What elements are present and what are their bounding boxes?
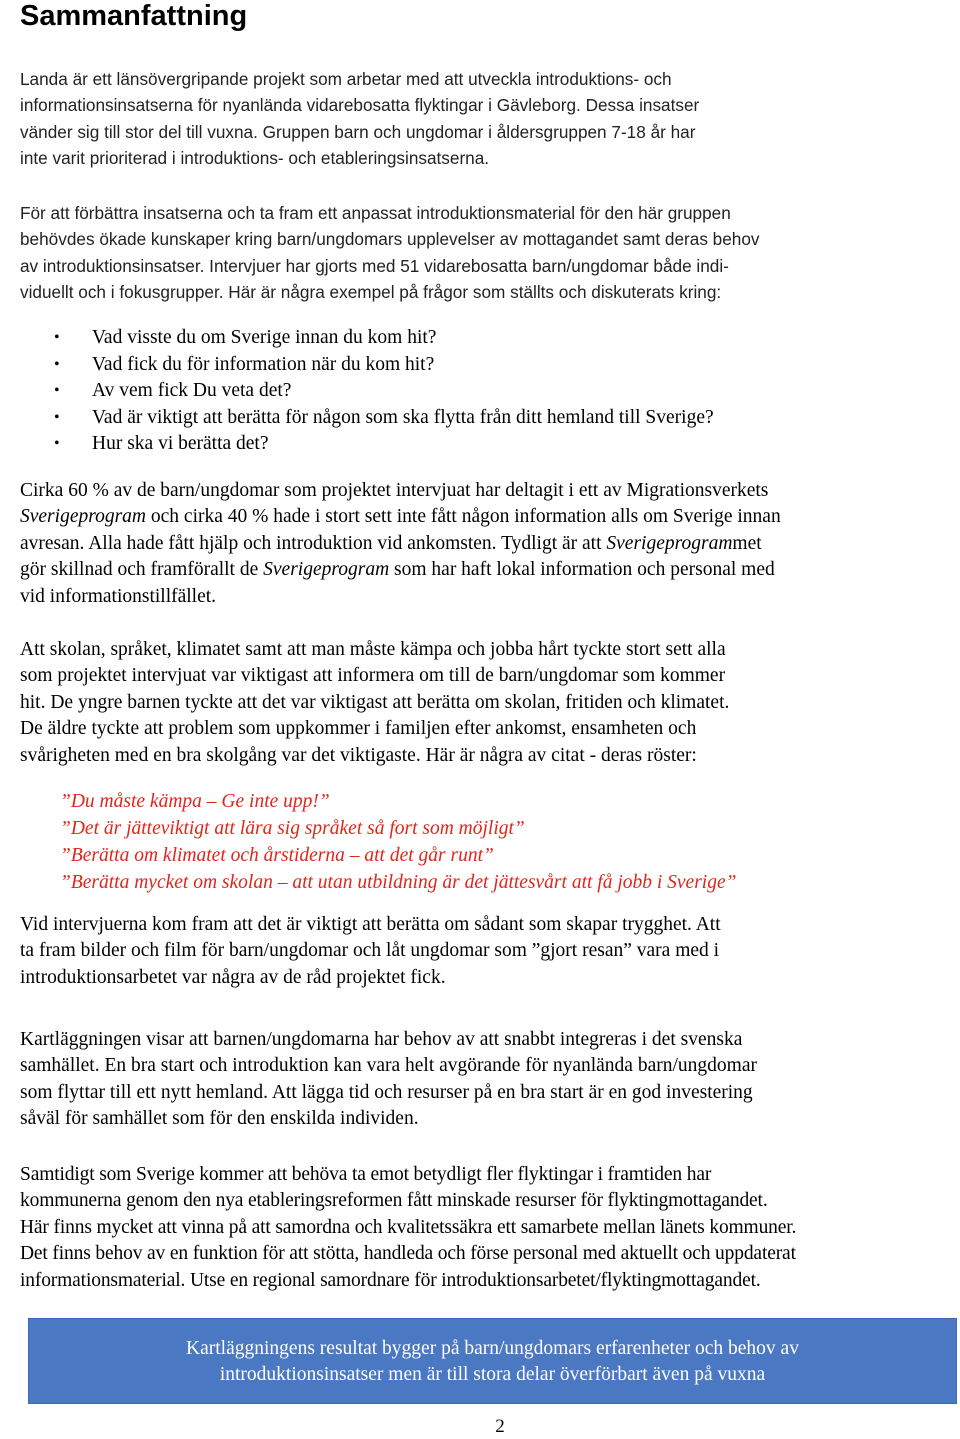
text-line: Cirka 60 % av de barn/ungdomar som projektet intervjuat har deltagit i ett av Migrationsverkets bbox=[20, 480, 769, 501]
list-item bbox=[20, 405, 714, 432]
summary-callout-box bbox=[28, 1318, 957, 1404]
question-text: Vad fick du för information när du kom hit? bbox=[92, 353, 435, 375]
quote: ”Berätta mycket om skolan – att utan utbildning är det jättesvårt att få jobb i Sverige” bbox=[60, 872, 737, 893]
future-paragraph bbox=[20, 1162, 796, 1294]
text-line bbox=[20, 557, 781, 583]
text-line: vänder sig till stor del till vuxna. Gruppen barn och ungdomar i åldersgruppen 7-18 år har bbox=[20, 121, 696, 142]
text-line: samhället. En bra start och introduktion kan vara helt avgörande för nyanlända barn/ungdomar bbox=[20, 1055, 757, 1077]
bullet-icon: • bbox=[54, 329, 60, 346]
text-line bbox=[20, 504, 781, 530]
bullet-icon: • bbox=[54, 435, 60, 452]
text-line: informationsmaterial. Utse en regional samordnare för introduktionsarbetet/flyktingmottagandet. bbox=[20, 1269, 761, 1291]
text-line: såväl för samhället som för den enskilda individen. bbox=[20, 1108, 419, 1130]
text-line: viduellt och i fokusgrupper. Här är några exempel på frågor som ställts och diskuterats kring: bbox=[20, 281, 722, 302]
text-line bbox=[20, 531, 781, 557]
text-fragment: met bbox=[732, 532, 762, 554]
text-line: behövdes ökade kunskaper kring barn/ungdomars upplevelser av mottagandet samt deras behov bbox=[20, 229, 760, 250]
list-item bbox=[20, 325, 714, 352]
emphasis-text: Sverigeprogram bbox=[606, 532, 733, 554]
text-line: vid informationstillfället. bbox=[20, 585, 217, 607]
callout-line: introduktionsinsatser men är till stora delar överförbart även på vuxna bbox=[219, 1364, 766, 1385]
question-text: Hur ska vi berätta det? bbox=[92, 433, 269, 454]
list-item bbox=[20, 378, 714, 405]
bullet-icon: • bbox=[54, 408, 60, 426]
text-line: som flyttar till ett nytt hemland. Att lägga tid och resurser på en bra start är en god investering bbox=[20, 1081, 753, 1103]
text-line: Vid intervjuerna kom fram att det är viktigt att berätta om sådant som skapar trygghet. Att bbox=[20, 914, 721, 935]
text-fragment: avresan. Alla hade fått hjälp och introduktion vid ankomsten. Tydligt är att bbox=[20, 532, 607, 554]
bullet-icon: • bbox=[54, 382, 60, 399]
emphasis-text: Sverigeprogram bbox=[20, 506, 147, 528]
text-line: För att förbättra insatserna och ta fram ett anpassat introduktionsmaterial för den här gruppen bbox=[20, 203, 731, 223]
text-line: De äldre tyckte att problem som uppkommer i familjen efter ankomst, ensamheten och bbox=[20, 718, 697, 740]
text-line: inte varit prioriterad i introduktions- och etableringsinsatserna. bbox=[20, 147, 490, 168]
text-line: introduktionsarbetet var några av de råd projektet fick. bbox=[20, 966, 446, 988]
text-line: Kartläggningen visar att barnen/ungdomarna har behov av att snabbt integreras i det svenska bbox=[20, 1029, 743, 1050]
text-line: Landa är ett länsövergripande projekt som arbetar med att utveckla introduktions- och bbox=[20, 69, 672, 89]
text-line: som projektet intervjuat var viktigast att informera om till de barn/ungdomar som kommer bbox=[20, 665, 726, 687]
list-item bbox=[20, 352, 714, 379]
text-fragment: gör skillnad och framförallt de bbox=[20, 559, 264, 581]
intro-paragraph bbox=[20, 66, 699, 171]
text-line: av introduktionsinsatser. Intervjuer har gjorts med 51 vidarebosatta barn/ungdomar både indi- bbox=[20, 255, 729, 276]
quote-list bbox=[60, 788, 736, 896]
text-line: Att skolan, språket, klimatet samt att man måste kämpa och jobba hårt tyckte stort sett alla bbox=[20, 639, 726, 660]
advice-paragraph bbox=[20, 912, 721, 991]
results-paragraph bbox=[20, 478, 781, 610]
text-line: Här finns mycket att vinna på att samordna och kvalitetssäkra ett samarbete mellan länets kommuner. bbox=[20, 1216, 797, 1238]
question-text: Vad är viktigt att berätta för någon som ska flytta från ditt hemland till Sverige? bbox=[92, 406, 714, 428]
question-list bbox=[20, 325, 714, 458]
text-fragment: som har haft lokal information och personal med bbox=[389, 559, 775, 581]
quote: ”Berätta om klimatet och årstiderna – att det går runt” bbox=[60, 845, 494, 866]
quote: ”Du måste kämpa – Ge inte upp!” bbox=[60, 791, 330, 812]
topics-paragraph bbox=[20, 637, 729, 769]
question-text: Av vem fick Du veta det? bbox=[92, 380, 292, 401]
bullet-icon: • bbox=[54, 355, 60, 373]
text-fragment: och cirka 40 % hade i stort sett inte fått någon information alls om Sverige innan bbox=[146, 506, 781, 528]
text-line: Det finns behov av en funktion för att stötta, handleda och förse personal med aktuellt och uppdaterat bbox=[20, 1243, 796, 1265]
page-number: 2 bbox=[495, 1416, 505, 1437]
method-paragraph bbox=[20, 200, 760, 305]
list-item bbox=[20, 431, 714, 458]
page-title: Sammanfattning bbox=[20, 0, 248, 32]
text-line: informationsinsatserna för nyanlända vidarebosatta flyktingar i Gävleborg. Dessa insatser bbox=[20, 95, 700, 116]
text-line: kommunerna genom den nya etableringsreformen fått minskade resurser för flyktingmottagandet. bbox=[20, 1190, 768, 1212]
emphasis-text: Sverigeprogram bbox=[263, 559, 390, 581]
quote: ”Det är jätteviktigt att lära sig språket så fort som möjligt” bbox=[60, 818, 525, 839]
callout-line: Kartläggningens resultat bygger på barn/ungdomars erfarenheter och behov av bbox=[186, 1338, 799, 1359]
text-line: Samtidigt som Sverige kommer att behöva ta emot betydligt fler flyktingar i framtiden har bbox=[20, 1164, 712, 1185]
text-line: svårigheten med en bra skolgång var det viktigaste. Här är några av citat - deras röster: bbox=[20, 744, 697, 766]
text-line: ta fram bilder och film för barn/ungdomar och låt ungdomar som ”gjort resan” vara med i bbox=[20, 940, 720, 962]
text-line: hit. De yngre barnen tyckte att det var viktigast att berätta om skolan, fritiden och klimatet. bbox=[20, 691, 730, 713]
mapping-paragraph bbox=[20, 1027, 757, 1133]
question-text: Vad visste du om Sverige innan du kom hit? bbox=[92, 327, 437, 348]
